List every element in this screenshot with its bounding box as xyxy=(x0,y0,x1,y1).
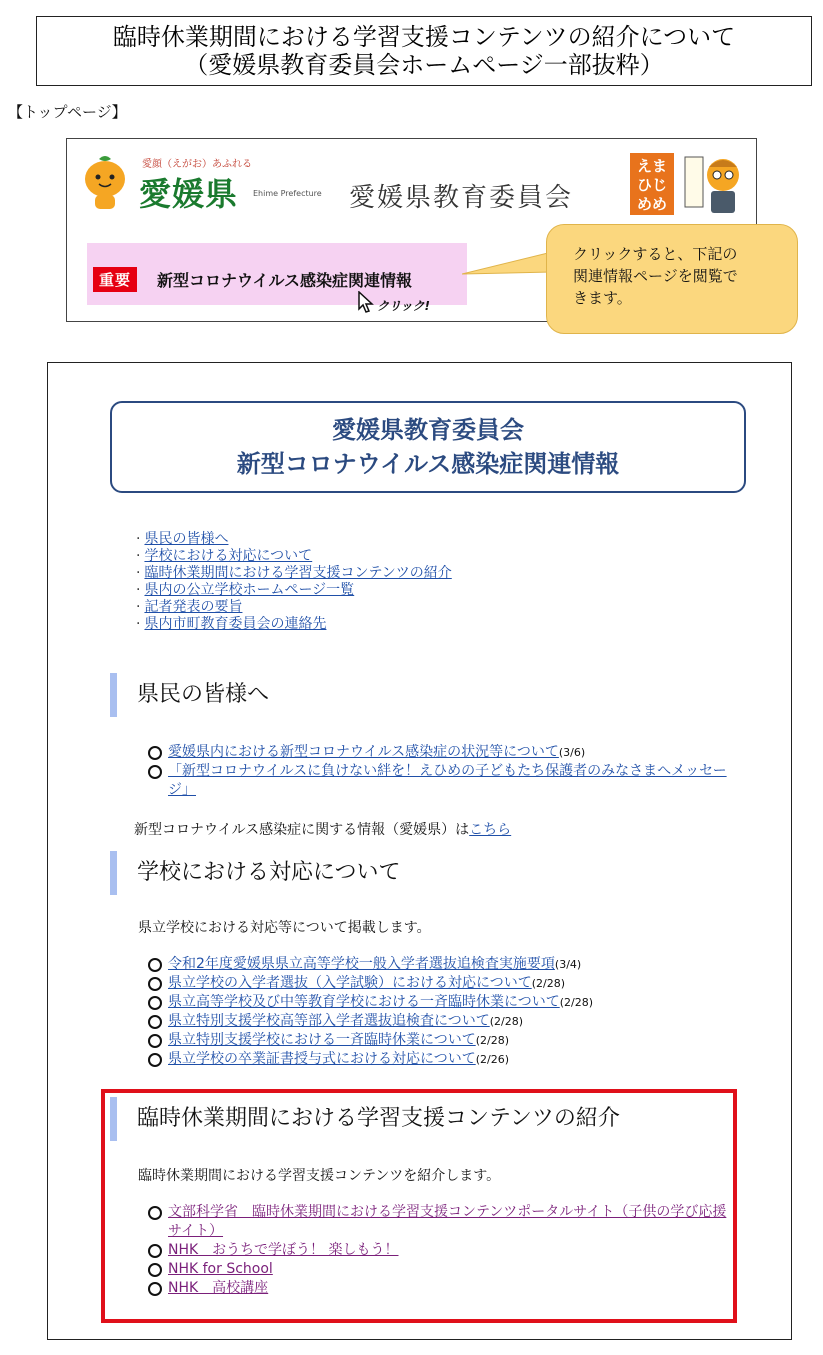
learning-support-link[interactable]: NHK おうちで学ぼう！ 楽しもう！ xyxy=(168,1242,399,1258)
callout-line3: きます。 xyxy=(573,289,632,307)
toc-link[interactable]: 学校における対応について xyxy=(144,548,313,564)
citizens-link[interactable]: 「新型コロナウイルスに負けない絆を！えひめの子どもたち保護者のみなさまへメッセージ」 xyxy=(168,763,727,798)
page-header-line2: 新型コロナウイルス感染症関連情報 xyxy=(236,450,620,478)
list-item xyxy=(148,1012,593,1031)
page-header xyxy=(110,401,746,493)
schools-intro: 県立学校における対応等について掲載します。 xyxy=(138,920,431,936)
toc-item: · 臨時休業期間における学習支援コンテンツの紹介 xyxy=(136,565,452,581)
section-heading-learning-support: 臨時休業期間における学習支援コンテンツの紹介 xyxy=(110,1097,620,1141)
toc-link[interactable]: 記者発表の要旨 xyxy=(144,599,243,615)
list-item xyxy=(148,1203,728,1241)
toc-item: · 記者発表の要旨 xyxy=(136,599,243,615)
learning-support-link[interactable]: NHK for School xyxy=(168,1261,273,1277)
cursor-arrow-icon xyxy=(357,291,375,313)
item-date: (2/26) xyxy=(475,1053,510,1066)
click-label: クリック! xyxy=(377,299,430,313)
callout-line1: クリックすると、下記の xyxy=(573,245,738,263)
table-of-contents xyxy=(136,531,452,633)
callout-line2: 関連情報ページを閲覧で xyxy=(573,267,738,285)
document-title-line1: 臨時休業期間における学習支援コンテンツの紹介について xyxy=(112,23,736,51)
list-item xyxy=(148,1050,593,1069)
toc-item: · 学校における対応について xyxy=(136,548,313,564)
pref-tagline: 愛顔（えがお）あふれる xyxy=(142,159,252,170)
toc-link[interactable]: 県内市町教育委員会の連絡先 xyxy=(144,616,327,632)
toc-link[interactable]: 県民の皆様へ xyxy=(144,531,229,547)
prefecture-info-note xyxy=(134,819,511,839)
covid-info-page xyxy=(47,362,792,1340)
section-heading-schools: 学校における対応について xyxy=(110,851,401,895)
item-date: (2/28) xyxy=(489,1015,524,1028)
school-link[interactable]: 県立特別支援学校における一斉臨時休業について xyxy=(168,1032,476,1048)
item-date: (2/28) xyxy=(475,1034,510,1047)
item-date: (3/4) xyxy=(554,958,582,971)
learning-support-link[interactable]: NHK 高校講座 xyxy=(168,1280,269,1296)
learning-support-link-list xyxy=(148,1203,728,1298)
page-header-line1: 愛媛県教育委員会 xyxy=(332,416,524,444)
covid-info-link-bar[interactable] xyxy=(87,243,467,305)
toc-link[interactable]: 臨時休業期間における学習支援コンテンツの紹介 xyxy=(144,565,452,581)
citizens-link[interactable]: 愛媛県内における新型コロナウイルス感染症の状況等について xyxy=(168,744,559,760)
callout-pointer xyxy=(462,248,552,278)
school-link[interactable]: 県立学校の卒業証書授与式における対応について xyxy=(168,1051,476,1067)
list-item xyxy=(148,762,738,800)
pref-logo-text[interactable]: 愛媛県 xyxy=(139,175,239,213)
toc-link[interactable]: 県内の公立学校ホームページ一覧 xyxy=(144,582,355,598)
school-link[interactable]: 令和2年度愛媛県県立高等学校一般入学者選抜追検査実施要項 xyxy=(168,956,555,972)
item-date: (2/28) xyxy=(559,996,594,1009)
section-heading-citizens: 県民の皆様へ xyxy=(110,673,269,717)
list-item xyxy=(148,1241,728,1260)
prefecture-info-link[interactable]: こちら xyxy=(469,822,512,838)
list-item xyxy=(148,974,593,993)
learning-support-intro: 臨時休業期間における学習支援コンテンツを紹介します。 xyxy=(138,1168,501,1184)
board-of-education-title: 愛媛県教育委員会 xyxy=(349,183,574,213)
document-title-line2: （愛媛県教育委員会ホームページ一部抜粋） xyxy=(184,51,664,79)
list-item xyxy=(148,1031,593,1050)
list-item xyxy=(148,993,593,1012)
list-item xyxy=(148,743,738,762)
callout-bubble xyxy=(546,224,798,334)
toc-item: · 県民の皆様へ xyxy=(136,531,229,547)
schools-link-list xyxy=(148,955,593,1069)
prefecture-info-text: 新型コロナウイルス感染症に関する情報（愛媛県）は xyxy=(134,822,470,838)
section-tag-top-page: 【トップページ】 xyxy=(8,103,127,121)
toc-item: · 県内の公立学校ホームページ一覧 xyxy=(136,582,355,598)
school-link[interactable]: 県立高等学校及び中等教育学校における一斉臨時休業について xyxy=(168,994,560,1010)
ema-hime-logo: えま ひじ めめ xyxy=(630,153,674,215)
mikyan-mascot-icon xyxy=(81,153,129,213)
item-date: (2/28) xyxy=(531,977,566,990)
important-badge: 重要 xyxy=(93,267,137,292)
learning-support-link[interactable]: 文部科学省 臨時休業期間における学習支援コンテンツポータルサイト（子供の学び応援サイト） xyxy=(168,1204,727,1239)
citizens-link-list xyxy=(148,743,738,800)
covid-info-link-text[interactable]: 新型コロナウイルス感染症関連情報 xyxy=(157,271,413,290)
document-title xyxy=(36,16,812,86)
school-link[interactable]: 県立特別支援学校高等部入学者選抜追検査について xyxy=(168,1013,490,1029)
list-item xyxy=(148,1260,728,1279)
list-item xyxy=(148,1279,728,1298)
item-date: (3/6) xyxy=(558,746,586,759)
school-link[interactable]: 県立学校の入学者選抜（入学試験）における対応について xyxy=(168,975,532,991)
pref-english-name: Ehime Prefecture xyxy=(253,189,322,198)
mascot-with-scroll-icon xyxy=(681,151,745,217)
toc-item: · 県内市町教育委員会の連絡先 xyxy=(136,616,327,632)
list-item xyxy=(148,955,593,974)
